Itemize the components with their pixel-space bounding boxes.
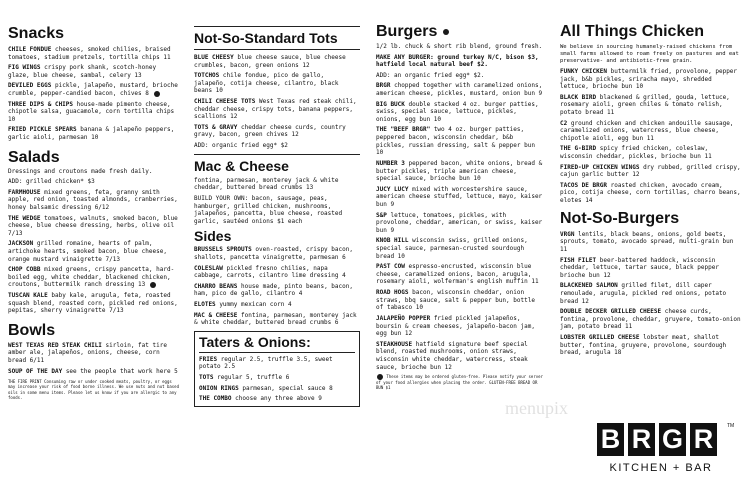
menu-item: TACOS DE BRGR roasted chicken, avocado cream, pico, cotija cheese, corn tortillas, charro beans, elotes 14 [560,181,741,205]
menu-item: STEAKHOUSE hatfield signature beef special blend, roasted mushrooms, onion straws, wisconsin white cheddar, watercress, steak sauce, brioche bun 12 [376,340,528,371]
not-so-burgers-heading: Not-So-Burgers [560,209,680,227]
menu-item: TOTCHOS chile fondue, pico de gallo, jalapeño, cotija cheese, cilantro, black beans 10 [194,72,339,95]
bowls-list [8,342,180,375]
menu-item: CHOP COBB mixed greens, crispy pancetta, hard-boiled egg, white cheddar, blackened chicken, croutons, buttermilk ranch dressing 13 [8,266,175,289]
gluten-free-icon [150,282,156,288]
menu-item: NUMBER 3 peppered bacon, white onions, bread & butter pickles, triple american cheese, special sauce, brioche bun 10 [376,159,543,183]
chicken-heading: All Things Chicken [560,23,705,40]
column-1 [8,0,180,404]
burgers-intro: 1/2 lb. chuck & short rib blend, ground fresh. [376,43,543,50]
menu-item: BIG BUCK double stacked 4 oz. burger patties, swiss, special sauce, lettuce, pickles, onions, egg bun 10 [376,100,539,123]
menu-item: TOTS & GRAVY cheddar cheese curds, country gravy, bacon, green chives 12 [194,123,346,139]
column-2 [194,0,360,407]
taters-heading: Taters & Onions: [199,333,311,350]
menu-item: THE COMBO choose any three above 9 [199,395,322,403]
menu-item: BRUSSELS SPROUTS oven-roasted, crispy bacon, shallots, pancetta vinaigrette, parmesan 6 [194,246,353,261]
menu-item: FISH FILET beer-battered haddock, wisconsin cheddar, lettuce, tartar sauce, black pepper brioche bun 12 [560,256,719,279]
menu-item: WEST TEXAS RED STEAK CHILI sirloin, fat tire amber ale, jalapeños, onions, cheese, corn bread 6/11 [8,341,167,365]
menu-item: FIG WINGS crispy pork shank, scotch-honey glaze, blue cheese, sambal, celery 13 [8,64,157,79]
menu-item: MAC & CHEESE fontina, parmesan, monterey jack & white cheddar, buttered bread crumbs 6 [194,311,357,327]
bowls-heading: Bowls [8,321,56,339]
brgr-logo [597,423,745,483]
sides-heading: Sides [194,228,232,245]
menu-item: PAST COW espresso-encrusted, wisconsin blue cheese, caramelized onions, bacon, arugula, rosemary aioli, wolferman's english muffin 11 [376,263,539,286]
snacks-heading: Snacks [8,25,65,42]
menu-item: JUCY LUCY mixed with worcestershire sauce, american cheese stuffed, lettuce, mayo, kaiser bun 9 [376,185,543,208]
gluten-free-footnote: These items may be ordered gluten-free. Please notify your server of your food allergies when placing the order. GLUTEN-FREE BREAD OR BUN $1 [376,374,543,391]
chicken-list [560,68,742,205]
disclaimer: THE FIRE PRINT Consuming raw or under cooked meats, poultry, or eggs may increase your risk of food borne illness. We use nuts and nut based oils in some menu items. Please let us know if you are allergic to any foods. [8,379,179,400]
menu-item: THE WEDGE tomatoes, walnuts, smoked bacon, blue cheese, blue cheese dressing, herbs, olive oil 7/13 [8,214,178,237]
menu-item: FRIED PICKLE SPEARS banana & jalapeño peppers, garlic aioli, parmesan 10 [8,126,175,142]
logo-letter: R [628,423,655,456]
gluten-free-icon [443,29,449,35]
menu-item: FUNKY CHICKEN buttermilk fried, provolone, pepper jack, b&b pickles, sriracha mayo, shredded lettuce, brioche bun 10 [560,67,738,91]
menu-item: COLESLAW pickled fresno chilies, napa cabbage, carrots, cilantro lime dressing 4 [194,264,346,280]
divider [194,49,360,50]
tots-list [194,54,360,150]
menu-item: KNOB HILL wisconsin swiss, grilled onions, special sauce, parmesan-crusted sourdough bread 10 [376,237,528,260]
menu-item: ELOTES yummy mexican corn 4 [194,301,292,309]
menu-item: BLACKENED SALMON grilled filet, dill caper remoulade, arugula, pickled red onions, potato bread 12 [560,282,727,305]
logo-letters [597,423,745,456]
menu-item: CHILE FONDUE cheeses, smoked chilies, braised tomatoes, stadium pretzels, tortilla chips 11 [8,46,171,61]
menu-item: TUSCAN KALE baby kale, arugula, feta, roasted squash blend, roasted corn, pickled red onions, pepitas, sherry vinaigrette 7/13 [8,292,178,315]
logo-tagline: KITCHEN + BAR [609,462,713,474]
burgers-heading: Burgers [376,24,544,40]
logo-letter: G [659,423,686,456]
menu-item: VRGN lentils, black beans, onions, gold beets, sprouts, tomato, avocado spread, multi-grain bun 11 [560,230,734,253]
menu-item: S&P lettuce, tomatoes, pickles, with provolone, cheddar, american, or swiss, kaiser bun 9 [376,211,543,234]
not-so-burgers-list [560,231,742,357]
mac-heading: Mac & Cheese [194,157,289,174]
menu-item: CHARRO BEANS house made, pinto beans, bacon, ham, pico de gallo, cilantro 4 [194,282,353,298]
watermark: menupix [505,398,568,418]
menu-item: C2 ground chicken and chicken andouille sausage, caramelized onions, watercress, blue cheese, chipotle aioli, egg bun 11 [560,119,734,142]
divider [199,352,355,353]
logo-letter: R [690,423,717,456]
divider [194,26,360,27]
burgers-add: ADD: an organic fried egg* $2. [376,71,485,79]
menu-item: CHILI CHEESE TOTS West Texas red steak chili, cheddar cheese, crispy tots, banana peppers, scallions 12 [194,98,357,121]
menu-item: ROAD HOGS bacon, wisconsin cheddar, onion straws, bbq sauce, salt & pepper bun, bottle of tabasco 10 [376,289,535,312]
menu-item: LOBSTER GRILLED CHEESE lobster meat, shallot butter, fontina, gruyere, provolone, sourdough bread, arugula 18 [560,334,727,357]
salads-list [8,189,180,315]
taters-box [194,331,360,407]
salads-heading: Salads [8,148,60,166]
logo-letter: B [597,423,624,456]
menu-item: ONION RINGS parmesan, special sauce 8 [199,384,333,392]
menu-item: FIRED-UP CHICKEN WINGS dry rubbed, grilled crispy, cajun garlic butter 12 [560,163,741,179]
menu-item: THE "BEEF BRGR" two 4 oz. burger patties, peppered bacon, wisconsin cheddar, b&b pickles, russian dressing, salt & pepper bun 10 [376,126,535,157]
burgers-list [376,82,544,371]
menu-item: THREE DIPS & CHIPS house-made pimento cheese, chipotle salsa, guacamole, corn tortilla chips 10 [8,100,175,123]
salads-note: Dressings and croutons made fresh daily. [8,167,153,175]
menu-item: BRGR chopped together with caramelized onions, american cheese, pickles, mustard, onion bun 9 [376,82,543,98]
menu-item: DOUBLE DECKER GRILLED CHEESE cheese curds, fontina, provolone, cheddar, gruyere, tomato-onion jam, potato bread 11 [560,308,741,331]
column-4 [560,0,742,360]
menu-item: FRIES regular 2.5, truffle 3.5, sweet potato 2.5 [199,355,333,371]
tots-heading: Not-So-Standard Tots [194,30,338,46]
mac-description: fontina, parmesan, monterey jack & white cheddar, buttered bread crumbs 13 [194,176,339,192]
sides-list [194,246,360,326]
gluten-free-icon [154,91,160,97]
menu-item: JALAPEÑO POPPER fried pickled jalapeños, boursin & cream cheeses, jalapeño-bacon jam, egg bun 12 [376,314,535,338]
menu-item: BLUE CHEESY blue cheese sauce, blue cheese crumbles, bacon, green onions 12 [194,54,346,69]
tots-addon: ADD: organic fried egg* $2 [194,142,288,150]
menu-item: THE G-BIRD spicy fried chicken, coleslaw, wisconsin cheddar, pickles, brioche bun 11 [560,145,712,161]
chicken-intro: We believe in sourcing humanely-raised chickens from small farms allowed to roam freely on pastures and eat preservative- and antibiotic-free grain. [560,44,739,64]
menu-item: BLACK BIRD blackened & grilled, gouda, lettuce, rosemary aioli, green chiles & tomato relish, potato bread 11 [560,93,730,116]
trademark: TM [727,423,735,429]
burgers-make-any: MAKE ANY BURGER: ground turkey N/C, bison $3, hatfield local natural beef $2. [376,53,539,69]
divider [194,154,360,155]
column-3 [376,0,544,395]
salads-addon: ADD: grilled chicken* $3 [8,178,95,186]
menu-item: JACKSON grilled romaine, hearts of palm, artichoke hearts, smoked bacon, blue cheese, orange mustard vinaigrette 7/13 [8,240,167,263]
menu-item: FARMHOUSE mixed greens, feta, granny smith apple, red onion, toasted almonds, cranberries, honey balsamic dressing 6/12 [8,188,178,211]
menu-item: SOUP OF THE DAY see the people that work here 5 [8,367,178,375]
mac-build-your-own: BUILD YOUR OWN: bacon, sausage, peas, hamburger, grilled chicken, mushrooms, jalapeños, pancetta, blue cheese, roasted garlic, sautéed onions $1 each [194,194,343,225]
snacks-list [8,46,180,142]
menu-item: TOTS regular 5, truffle 6 [199,374,290,382]
menu-item: DEVILED EGGS pickle, jalapeño, mustard, brioche crumble, pepper-candied bacon, chives 8 [8,82,178,98]
